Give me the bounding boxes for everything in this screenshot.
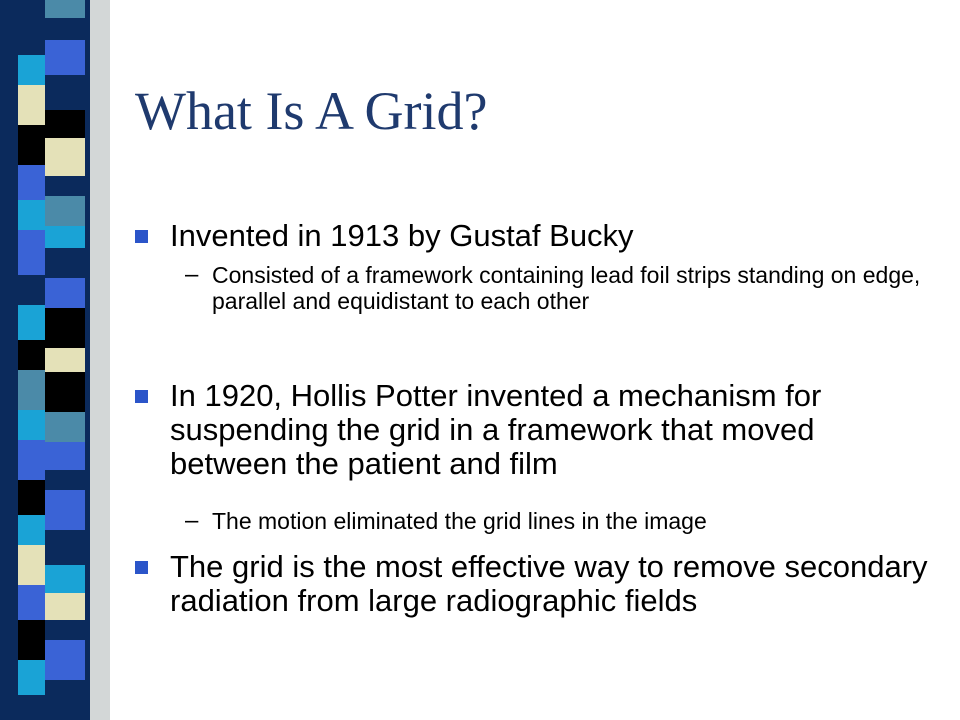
stripe-block [85, 0, 90, 720]
stripe-block [18, 200, 45, 230]
stripe-block [45, 0, 85, 18]
stripe-block [45, 138, 85, 176]
bullet-1-text: Invented in 1913 by Gustaf Bucky [170, 218, 634, 253]
stripe-block [0, 0, 18, 720]
stripe-block [45, 565, 85, 593]
stripe-block [18, 585, 45, 620]
stripe-block [18, 305, 45, 340]
stripe-block [18, 55, 45, 85]
square-bullet-icon [135, 230, 148, 243]
stripe-block [45, 442, 85, 470]
stripe-block [45, 248, 85, 278]
stripe-block [45, 372, 85, 412]
bullet-2 [135, 379, 935, 481]
stripe-block [45, 40, 85, 75]
sub-bullet-2-1 [185, 508, 942, 534]
square-bullet-icon [135, 390, 148, 403]
stripe-block [18, 230, 45, 275]
stripe-block [45, 640, 85, 680]
stripe-block [45, 593, 85, 620]
stripe-block [45, 490, 85, 530]
slide-title: What Is A Grid? [135, 81, 488, 141]
stripe-block [18, 620, 45, 660]
bullet-1 [135, 219, 935, 253]
stripe-block [45, 18, 85, 40]
stripe-block [18, 545, 45, 585]
stripe-block [18, 370, 45, 410]
sub-bullet-1-1-text: Consisted of a framework containing lead foil strips standing on edge, parallel and equidistant to each other [212, 262, 921, 314]
decorative-stripe [0, 0, 110, 720]
stripe-block [18, 695, 45, 720]
sub-bullet-2-1-text: The motion eliminated the grid lines in the image [212, 508, 707, 534]
bullet-2-text: In 1920, Hollis Potter invented a mechanism for suspending the grid in a framework that moved between the patient and film [170, 378, 822, 481]
stripe-block [18, 125, 45, 165]
stripe-block [45, 226, 85, 248]
stripe-block [18, 440, 45, 480]
stripe-block [45, 348, 85, 372]
stripe-block [45, 278, 85, 308]
stripe-block [18, 515, 45, 545]
dash-icon: – [185, 507, 199, 534]
stripe-block [45, 110, 85, 138]
bullet-3 [135, 550, 935, 618]
stripe-block [45, 620, 85, 640]
stripe-block [18, 660, 45, 695]
stripe-block [18, 410, 45, 440]
stripe-block [90, 0, 110, 720]
stripe-block [45, 470, 85, 490]
dash-icon: – [185, 261, 199, 288]
stripe-block [18, 0, 45, 55]
stripe-block [18, 480, 45, 515]
square-bullet-icon [135, 561, 148, 574]
stripe-block [45, 412, 85, 442]
sub-bullet-1-1 [185, 262, 942, 314]
stripe-block [18, 340, 45, 370]
stripe-block [18, 165, 45, 200]
stripe-block [18, 275, 45, 305]
bullet-3-text: The grid is the most effective way to remove secondary radiation from large radiographic fields [170, 549, 928, 618]
stripe-block [18, 85, 45, 125]
stripe-block [45, 196, 85, 226]
stripe-block [45, 75, 85, 110]
stripe-block [45, 680, 85, 720]
stripe-block [45, 530, 85, 565]
stripe-block [45, 176, 85, 196]
stripe-block [45, 308, 85, 348]
